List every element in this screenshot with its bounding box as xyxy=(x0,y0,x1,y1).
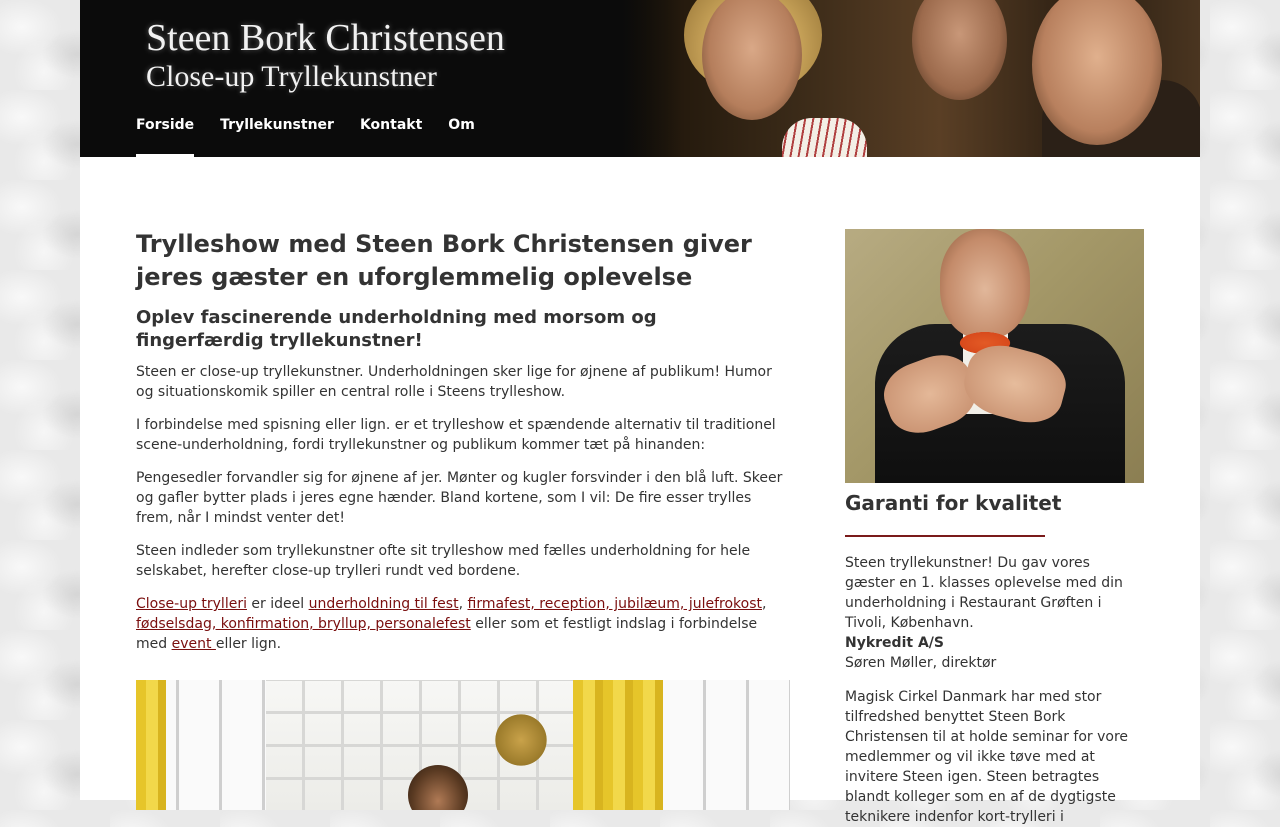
site-header xyxy=(80,0,1200,157)
link-close-up-trylleri[interactable]: Close-up trylleri xyxy=(136,596,247,612)
site-subtitle[interactable]: Close-up Tryllekunstner xyxy=(146,60,437,93)
site-title[interactable]: Steen Bork Christensen xyxy=(146,17,505,59)
testimonial-company: Nykredit A/S xyxy=(845,635,944,651)
alternative-paragraph: I forbindelse med spisning eller lign. er et trylleshow et spændende alternativ til traditionel scene-underholdning, fordi tryllekunstner og publikum kommer tæt på hinanden: xyxy=(136,417,776,453)
nav-item-kontakt[interactable]: Kontakt xyxy=(359,117,423,133)
format-paragraph: Steen indleder som tryllekunstner ofte sit trylleshow med fælles underholdning for hele selskabet, herefter close-up trylleri rundt ved bordene. xyxy=(136,543,751,579)
link-firmafest[interactable]: firmafest, reception, jubilæum, julefrokost xyxy=(467,596,762,612)
testimonial-text: Steen tryllekunstner! Du gav vores gæster en 1. klasses oplevelse med din underholdning i Restaurant Grøften i Tivoli, København. xyxy=(845,555,1123,631)
page-container xyxy=(80,0,1200,825)
sidebar xyxy=(845,229,1144,827)
tricks-paragraph: Pengesedler forvandler sig for øjnene af jer. Mønter og kugler forsvinder i den blå luft. Skeer og gafler bytter plads i jeres egne hænder. Bland kortene, som I vil: De fire esser trylles frem, når I mindst venter det! xyxy=(136,470,783,526)
main-content xyxy=(136,228,790,654)
sidebar-divider xyxy=(845,535,1045,537)
intro-paragraph: Steen er close-up tryllekunstner. Underholdningen sker lige for øjnene af publikum! Humor og situationskomik spiller en central rolle i Steens trylleshow. xyxy=(136,364,772,400)
nav-item-tryllekunstner[interactable]: Tryllekunstner xyxy=(220,117,334,133)
nav-item-forside[interactable]: Forside xyxy=(136,116,194,157)
page-title: Trylleshow med Steen Bork Christensen giver jeres gæster en uforglemmelig oplevelse xyxy=(136,230,752,291)
magician-photo xyxy=(845,229,1144,483)
performance-photo xyxy=(136,680,790,810)
nav-item-om[interactable]: Om xyxy=(448,117,475,133)
link-event[interactable]: event xyxy=(171,636,216,652)
link-fodselsdag[interactable]: fødselsdag, konfirmation, bryllup, personalefest xyxy=(136,616,471,632)
link-underholdning-til-fest[interactable]: underholdning til fest xyxy=(308,596,459,612)
header-banner-image xyxy=(622,0,1200,157)
testimonial-text-2: Magisk Cirkel Danmark har med stor tilfredshed benyttet Steen Bork Christensen til at holde seminar for vore medlemmer og vil ikke tøve med at invitere Steen igen. Steen betragtes blandt kolleger som en af de dygtigste teknikere indenfor kort-trylleri i xyxy=(845,689,1129,825)
occasions-paragraph: Close-up trylleri er ideel underholdning til fest, firmafest, reception, jubilæum, julefrokost, fødselsdag, konfirmation, bryllup, personalefest eller som et festligt indslag i forbindelse med event eller lign. xyxy=(136,596,767,652)
main-nav xyxy=(136,116,501,157)
page-subtitle: Oplev fascinerende underholdning med morsom og fingerfærdig tryllekunstner! xyxy=(136,307,657,351)
testimonial-author: Søren Møller, direktør xyxy=(845,655,997,671)
sidebar-heading: Garanti for kvalitet xyxy=(845,491,1062,515)
